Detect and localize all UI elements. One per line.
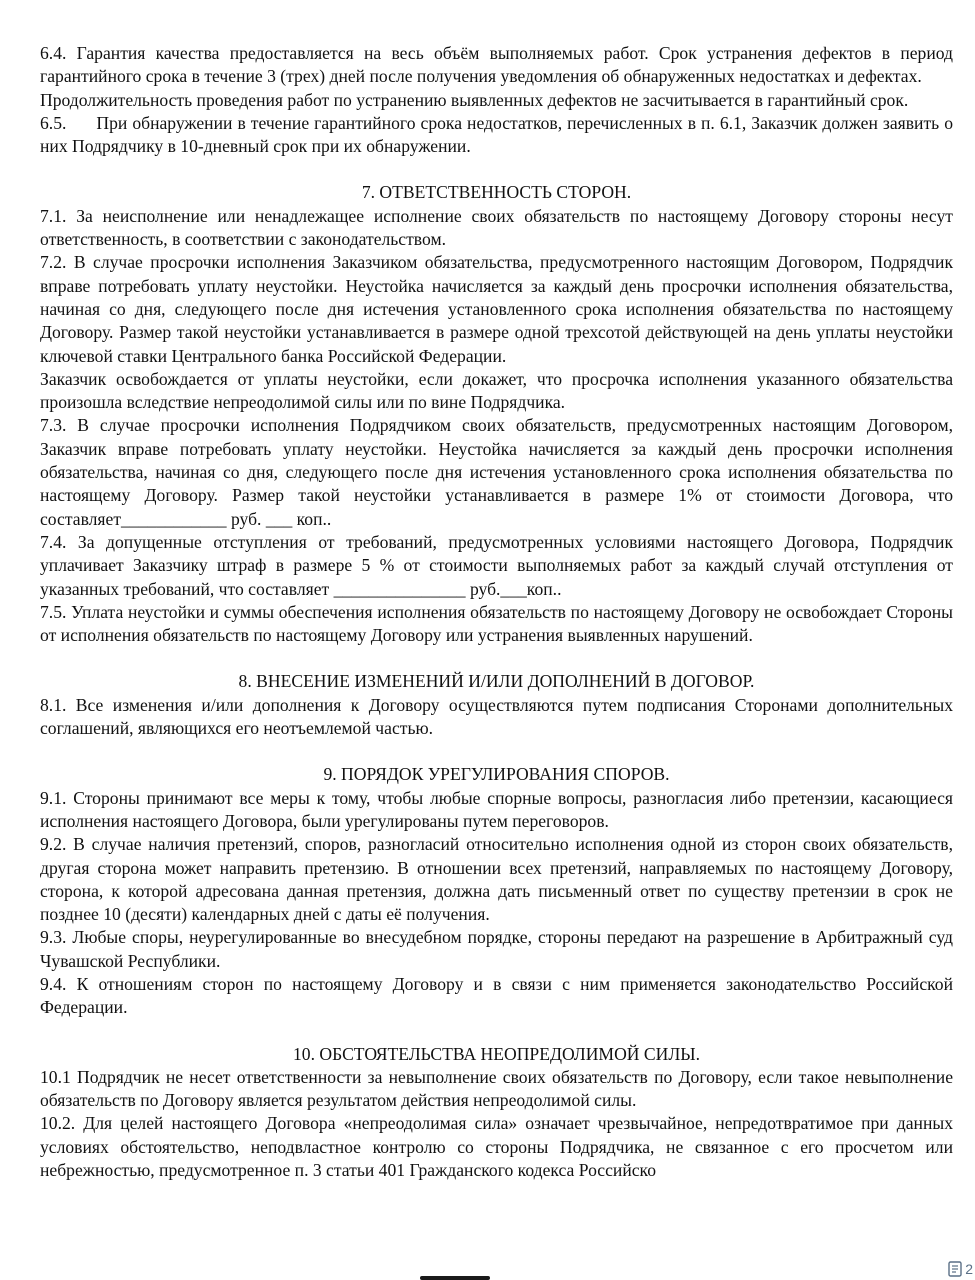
section-10-heading: 10. ОБСТОЯТЕЛЬСТВА НЕОПРЕДОЛИМОЙ СИЛЫ. — [292, 1043, 700, 1064]
clause-7-2-continuation: Заказчик освобождается от уплаты неустойки, если докажет, что просрочка исполнения указанного обязательства произошла вследствие непреодолимой силы или по вине Подрядчика. — [40, 368, 953, 413]
section-8-heading: 8. ВНЕСЕНИЕ ИЗМЕНЕНИЙ И/ИЛИ ДОПОЛНЕНИЙ В ДОГОВОР. — [238, 671, 755, 692]
clause-10-1: 10.1 Подрядчик не несет ответственности за невыполнение своих обязательств по Договору, если такое невыполнение обязательств по Договору является результатом действия непреодолимой силы. — [40, 1066, 953, 1111]
clause-6-4-continuation: Продолжительность проведения работ по устранению выявленных дефектов не засчитывается в гарантийный срок. — [40, 89, 909, 110]
section-9-heading: 9. ПОРЯДОК УРЕГУЛИРОВАНИЯ СПОРОВ. — [323, 764, 670, 785]
clause-6-5-text: При обнаружении в течение гарантийного срока недостатков, перечисленных в п. 6.1, Заказчик должен заявить о них Подрядчику в 10-дневный срок при их обнаружении. — [40, 112, 953, 157]
clause-7-5: 7.5. Уплата неустойки и суммы обеспечения исполнения обязательств по настоящему Договору не освобождает Стороны от исполнения обязательств по настоящему Договору или устранения выявленных нарушений. — [40, 601, 953, 646]
clause-10-2: 10.2. Для целей настоящего Договора «непреодолимая сила» означает чрезвычайное, непредотвратимое при данных условиях обстоятельство, неподвластное контролю со стороны Подрядчика, не связанное с его просчетом или небрежностью, предусмотренное п. 3 статьи 401 Гражданского кодекса Российско — [40, 1113, 953, 1181]
clause-9-3: 9.3. Любые споры, неурегулированные во внесудебном порядке, стороны передают на разрешение в Арбитражный суд Чувашской Республики. — [40, 927, 953, 971]
section-spacer — [40, 158, 953, 181]
document-page — [40, 42, 953, 1182]
section-7-heading: 7. ОТВЕТСТВЕННОСТЬ СТОРОН. — [361, 182, 632, 203]
clause-7-1: 7.1. За неисполнение или ненадлежащее исполнение своих обязательств по настоящему Договору стороны несут ответственность, в соответствии с законодательством. — [40, 205, 953, 250]
clause-7-3: 7.3. В случае просрочки исполнения Подрядчиком своих обязательств, предусмотренных настоящим Договором, Заказчик вправе потребовать уплату неустойки. Неустойка начисляется за каждый день просрочки исполнения обязательства, начиная со дня, следующего после дня истечения установленного срока исполнения обязательства по настоящему Договору. Размер такой неустойки устанавливается в размере 1% от стоимости Договора, что составляет____________ руб. ___ коп.. — [40, 415, 953, 529]
clause-8-1: 8.1. Все изменения и/или дополнения к Договору осуществляются путем подписания Сторонами дополнительных соглашений, являющихся его неотъемлемой частью. — [40, 694, 953, 739]
clause-6-4: 6.4. Гарантия качества предоставляется на весь объём выполняемых работ. Срок устранения дефектов в период гарантийного срока в течение 3 (трех) дней после получения уведомления об обнаруженных недостатках и дефектах. — [40, 43, 953, 87]
section-spacer — [40, 1020, 953, 1043]
clause-7-4: 7.4. За допущенные отступления от требований, предусмотренных условиями настоящего Договора, Подрядчик уплачивает Заказчику штраф в размере 5 % от стоимости выполняемых работ за каждый случай отступления от указанных требований, что составляет _______________ руб.___коп.. — [40, 531, 953, 599]
page-indicator[interactable] — [945, 1260, 975, 1278]
clause-6-5-number: 6.5. — [40, 112, 67, 133]
clause-9-4: 9.4. К отношениям сторон по настоящему Договору и в связи с ним применяется законодательство Российской Федерации. — [40, 973, 953, 1018]
clause-6-5 — [40, 112, 953, 159]
clause-9-1: 9.1. Стороны принимают все меры к тому, чтобы любые спорные вопросы, разногласия либо претензии, касающиеся исполнения настоящего Договора, были урегулированы путем переговоров. — [40, 787, 953, 831]
clause-9-2: 9.2. В случае наличия претензий, споров, разногласий относительно исполнения одной из сторон своих обязательств, другая сторона может направить претензию. В отношении всех претензий, направляемых по настоящему Договору, сторона, к которой адресована данная претензия, должна дать письменный ответ по существу претензии в срок не позднее 10 (десяти) календарных дней с даты её получения. — [40, 834, 953, 925]
clause-7-2: 7.2. В случае просрочки исполнения Заказчиком обязательства, предусмотренного настоящим Договором, Подрядчик вправе потребовать уплату неустойки. Неустойка начисляется за каждый день просрочки исполнения обязательства, начиная со дня, следующего после дня истечения установленного срока исполнения обязательства по настоящему Договору. Размер такой неустойки устанавливается в размере одной трехсотой действующей на день уплаты неустойки ключевой ставки Центрального банка Российской Федерации. — [40, 252, 953, 366]
page-number: 2 — [965, 1261, 973, 1277]
section-spacer — [40, 647, 953, 670]
home-indicator-bar — [420, 1276, 490, 1280]
section-spacer — [40, 740, 953, 763]
document-icon — [948, 1261, 962, 1277]
